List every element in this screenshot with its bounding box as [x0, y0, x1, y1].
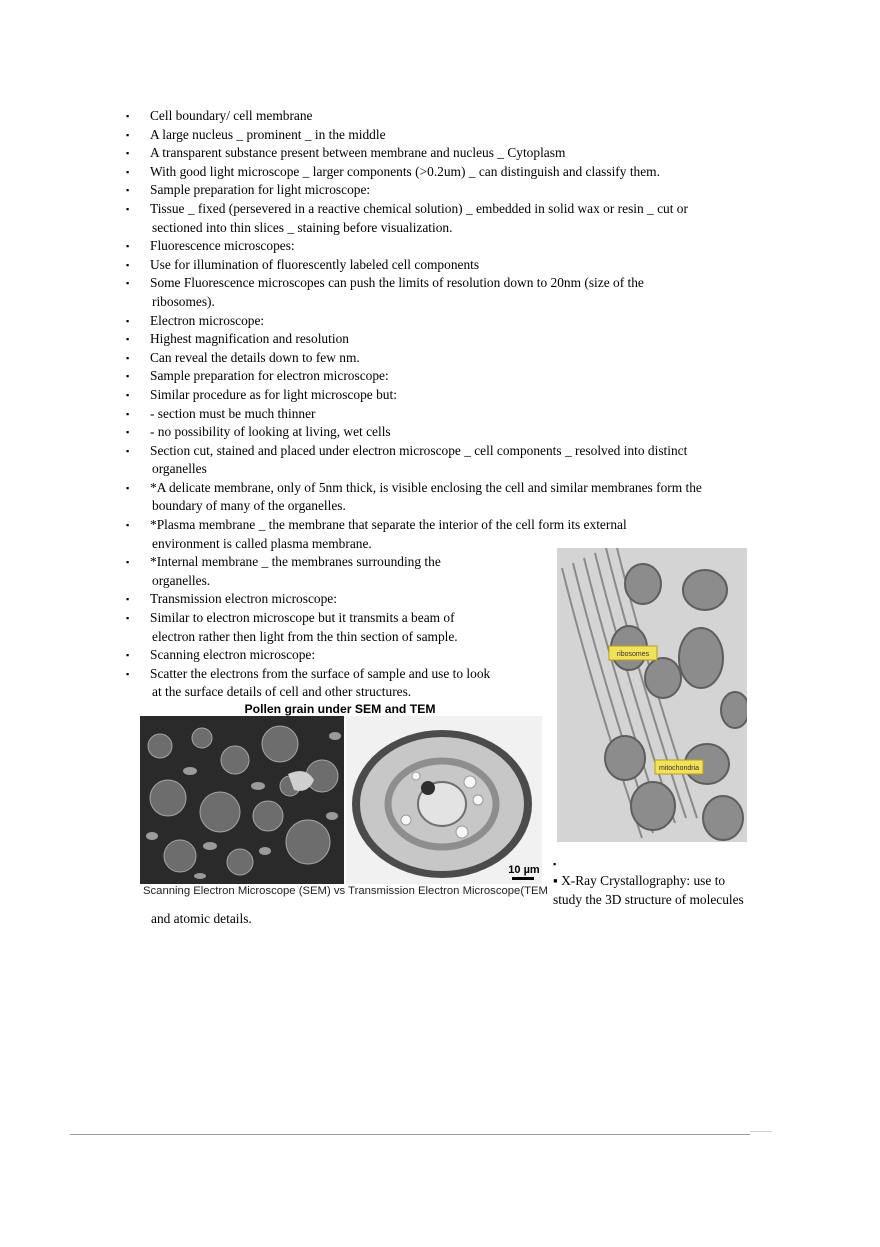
bullet-marker: ▪: [126, 650, 130, 661]
list-item-text: Fluorescence microscopes:: [150, 238, 295, 254]
list-item: [126, 237, 750, 256]
list-item: [126, 126, 750, 145]
bullet-marker: ▪: [126, 668, 130, 679]
list-item-text: Sample preparation for electron microscope:: [150, 368, 389, 384]
list-item-continuation: organelles.: [152, 572, 211, 588]
ribosomes-label: ribosomes: [616, 651, 650, 658]
list-item-continuation: organelles: [152, 461, 207, 477]
list-item-text: Similar procedure as for light microscope but:: [150, 386, 397, 402]
figure-caption: Scanning Electron Microscope (SEM) vs Transmission Electron Microscope(TEM: [143, 885, 548, 897]
list-item: [126, 107, 750, 126]
bullet-marker: ▪: [126, 557, 130, 568]
bullet-marker: ▪: [126, 334, 130, 345]
bullet-marker: ▪: [126, 111, 130, 121]
bullet-marker: ▪: [126, 482, 130, 493]
list-item-continuation: at the surface details of cell and other structures.: [152, 684, 412, 700]
list-item-text: - section must be much thinner: [150, 405, 316, 421]
list-item-text: - no possibility of looking at living, wet cells: [150, 424, 391, 440]
list-item-text: Electron microscope:: [150, 312, 265, 328]
list-item-text: Sample preparation for light microscope:: [150, 182, 371, 198]
list-item-text: A large nucleus _ prominent _ in the middle: [150, 126, 386, 142]
organelle-micrograph: [557, 548, 747, 842]
bullet-marker: ▪: [126, 278, 130, 289]
list-item: [126, 479, 750, 516]
list-item: [126, 367, 750, 386]
list-item: [126, 665, 530, 702]
list-item: [126, 590, 530, 609]
footer-divider: [70, 1134, 750, 1135]
list-item: [126, 181, 750, 200]
bullet-marker: ▪: [126, 185, 130, 196]
list-item-text: *Internal membrane _ the membranes surrounding the: [150, 554, 441, 570]
xray-line-1: ▪ X-Ray Crystallography: use to: [553, 873, 726, 888]
sem-pollen-image: [140, 716, 344, 884]
list-item: [126, 386, 750, 405]
empty-bullet: ▪: [553, 859, 557, 869]
scale-bar-label: 10 µm: [508, 864, 540, 876]
list-item: [126, 405, 750, 424]
figure-title: Pollen grain under SEM and TEM: [244, 702, 436, 716]
xray-line-2: study the 3D structure of molecules: [553, 891, 744, 907]
list-item-text: Tissue _ fixed (persevered in a reactive chemical solution) _ embedded in solid wax or resin _ cut or: [150, 200, 688, 216]
list-item-text: Some Fluorescence microscopes can push the limits of resolution down to 20nm (size of the: [150, 275, 644, 291]
bullet-marker: ▪: [126, 408, 130, 419]
list-item: [126, 442, 750, 479]
list-item-text: Scanning electron microscope:: [150, 647, 316, 663]
list-item-continuation: environment is called plasma membrane.: [152, 535, 372, 551]
list-item: [126, 646, 530, 665]
list-item-text: *A delicate membrane, only of 5nm thick, is visible enclosing the cell and similar membranes form the: [150, 479, 702, 495]
list-item-text: Cell boundary/ cell membrane: [150, 108, 313, 123]
list-item: [126, 163, 750, 182]
bullet-marker: ▪: [126, 520, 130, 531]
list-item: [126, 274, 750, 311]
list-item-text: Can reveal the details down to few nm.: [150, 349, 360, 365]
list-item-continuation: electron rather then light from the thin section of sample.: [152, 628, 458, 644]
list-item-text: Scatter the electrons from the surface of sample and use to look: [150, 665, 491, 681]
list-item: [126, 312, 750, 331]
bullet-marker: ▪: [126, 241, 130, 252]
xray-line-3: and atomic details.: [151, 911, 252, 926]
list-item: [126, 553, 530, 590]
bullet-marker: ▪: [126, 445, 130, 456]
list-item: [126, 609, 530, 646]
list-item-text: Use for illumination of fluorescently labeled cell components: [150, 256, 480, 272]
bullet-marker: ▪: [126, 371, 130, 382]
footer-page-mark: [750, 1131, 772, 1132]
bullet-marker: ▪: [126, 315, 130, 326]
list-item-continuation: ribosomes).: [152, 293, 215, 309]
list-item-text: A transparent substance present between membrane and nucleus _ Cytoplasm: [150, 145, 566, 161]
bullet-marker: ▪: [126, 166, 130, 177]
list-item: [126, 144, 750, 163]
list-item-text: Transmission electron microscope:: [150, 591, 337, 607]
bullet-marker: ▪: [126, 594, 130, 605]
bullet-marker: ▪: [126, 389, 130, 400]
tem-pollen-image: [346, 716, 542, 884]
bullet-marker: ▪: [126, 352, 130, 363]
list-item: [126, 423, 750, 442]
xray-paragraph: [553, 855, 783, 909]
list-item-continuation: boundary of many of the organelles.: [152, 498, 346, 514]
list-item: [126, 349, 750, 368]
bullet-marker: ▪: [126, 613, 130, 624]
list-item: [126, 200, 750, 237]
bullet-marker: ▪: [126, 148, 130, 159]
list-item-continuation: sectioned into thin slices _ staining before visualization.: [152, 219, 453, 235]
list-item: [126, 330, 750, 349]
list-item-text: Similar to electron microscope but it transmits a beam of: [150, 610, 455, 626]
list-item-text: With good light microscope _ larger components (>0.2um) _ can distinguish and classify them.: [150, 163, 660, 179]
bullet-marker: ▪: [126, 129, 130, 140]
bullet-marker: ▪: [126, 259, 130, 270]
bullet-marker: ▪: [126, 427, 130, 438]
list-item-text: Highest magnification and resolution: [150, 331, 349, 347]
mitochondria-label: mitochondria: [658, 765, 700, 772]
list-item: [126, 256, 750, 275]
list-item-text: Section cut, stained and placed under electron microscope _ cell components _ resolved into distinct: [150, 442, 688, 458]
list-item-text: *Plasma membrane _ the membrane that separate the interior of the cell form its external: [150, 517, 627, 533]
bullet-marker: ▪: [126, 203, 130, 214]
